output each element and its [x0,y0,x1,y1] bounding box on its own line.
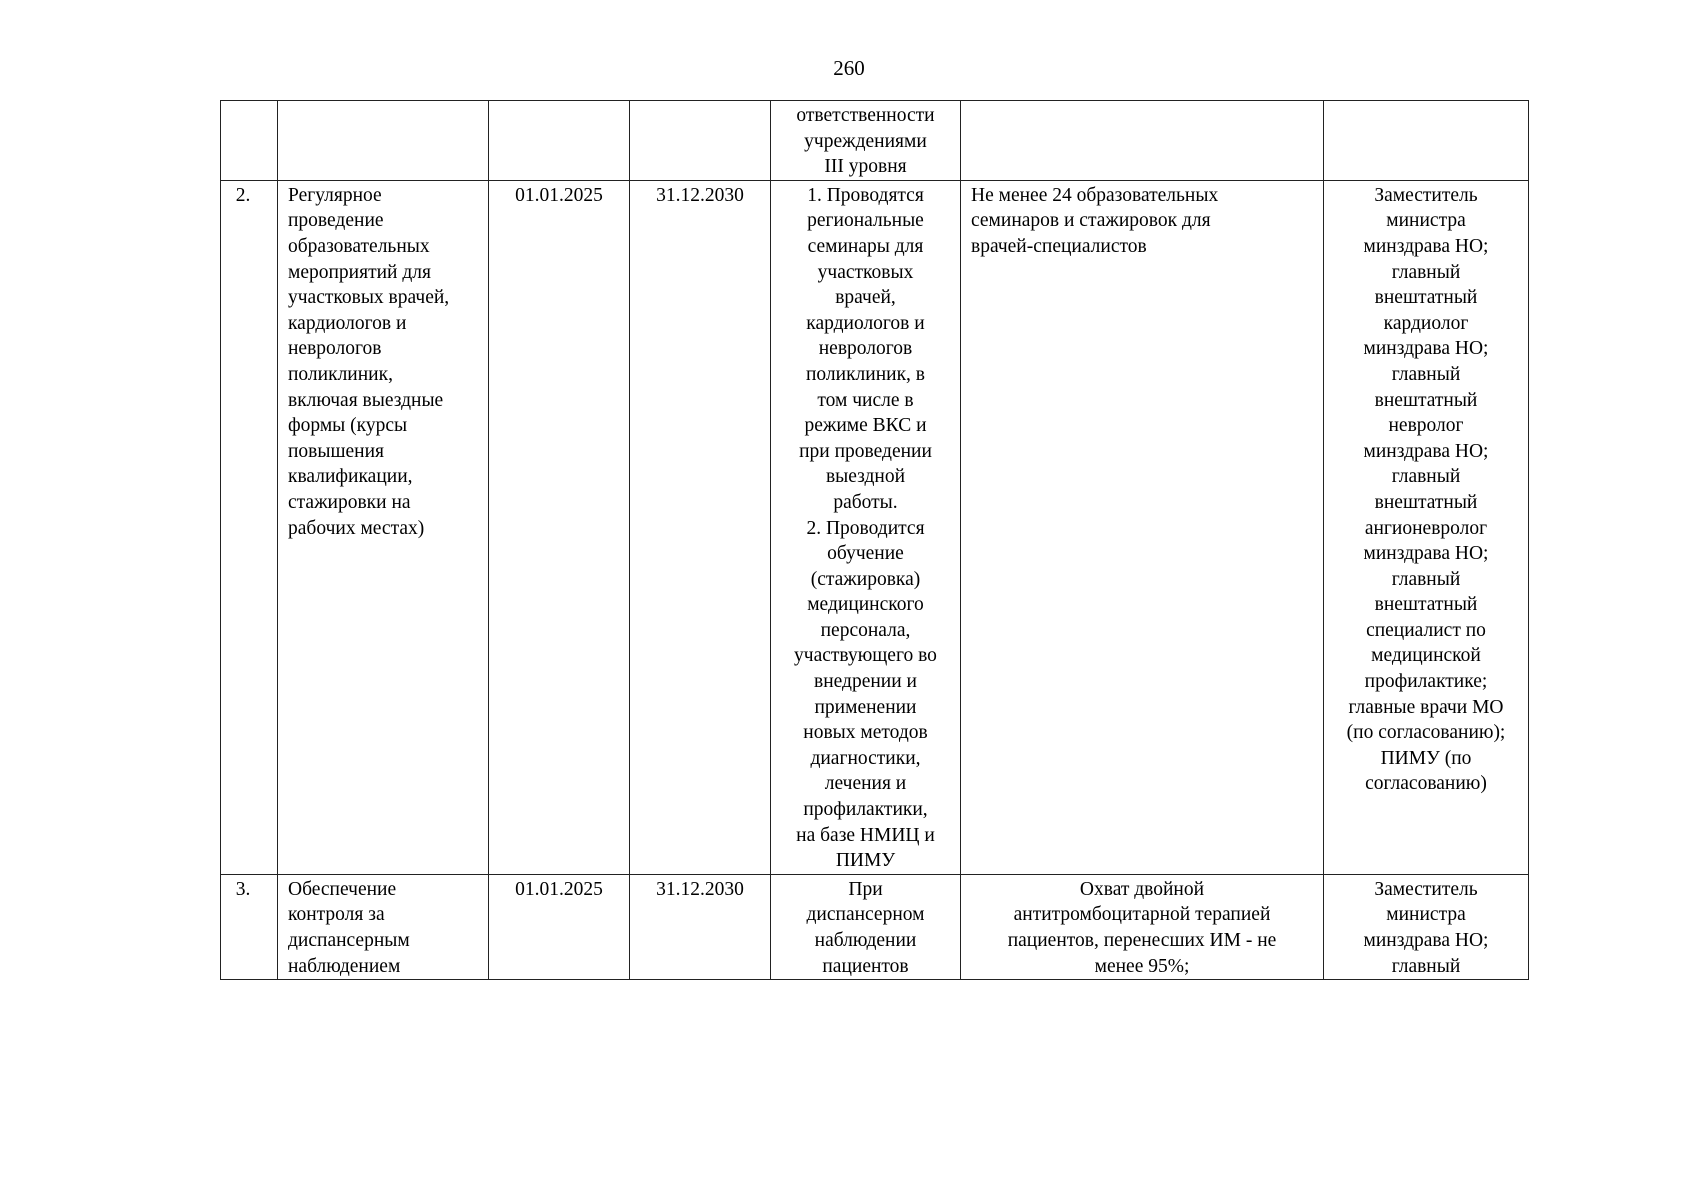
end-date-cell: 31.12.2030 [630,180,771,874]
content-cell: ответственности учреждениями III уровня [771,101,961,181]
page-number: 260 [833,56,865,80]
responsible-cell: Заместитель министра минздрава НО; главный [1324,874,1529,979]
content-cell: 1. Проводятся региональные семинары для участковых врачей, кардиологов и неврологов поликлиник, в том числе в режиме ВКС и при проведении выездной работы. 2. Проводится обучение (стажировка) медицинского персонала, участвующего во внедрении и применении новых методов диагностики, лечения и профилактики, на базе НМИЦ и ПИМУ [771,180,961,874]
result-cell: Не менее 24 образовательных семинаров и стажировок для врачей-специалистов [961,180,1324,874]
responsible-cell [1324,101,1529,181]
responsible-cell: Заместитель министра минздрава НО; главный внештатный кардиолог минздрава НО; главный внештатный невролог минздрава НО; главный внештатный ангионевролог минздрава НО; главный внештатный специалист по медицинской профилактике; главные врачи МО (по согласованию); ПИМУ (по согласованию) [1324,180,1529,874]
measure-cell: Обеспечение контроля за диспансерным наблюдением [278,874,489,979]
start-date-cell: 01.01.2025 [489,874,630,979]
end-date-cell [630,101,771,181]
row-number-cell: 2. [221,180,278,874]
result-cell: Охват двойной антитромбоцитарной терапией пациентов, перенесших ИМ - не менее 95%; [961,874,1324,979]
result-cell [961,101,1324,181]
measure-cell: Регулярное проведение образовательных мероприятий для участковых врачей, кардиологов и неврологов поликлиник, включая выездные формы (курсы повышения квалификации, стажировки на рабочих местах) [278,180,489,874]
start-date-cell [489,101,630,181]
start-date-cell: 01.01.2025 [489,180,630,874]
end-date-cell: 31.12.2030 [630,874,771,979]
row-number-cell [221,101,278,181]
content-cell: При диспансерном наблюдении пациентов [771,874,961,979]
row-number-cell: 3. [221,874,278,979]
table-row [221,180,1529,874]
table-row [221,101,1529,181]
table-row [221,874,1529,979]
measure-cell [278,101,489,181]
action-plan-table [220,100,1529,980]
